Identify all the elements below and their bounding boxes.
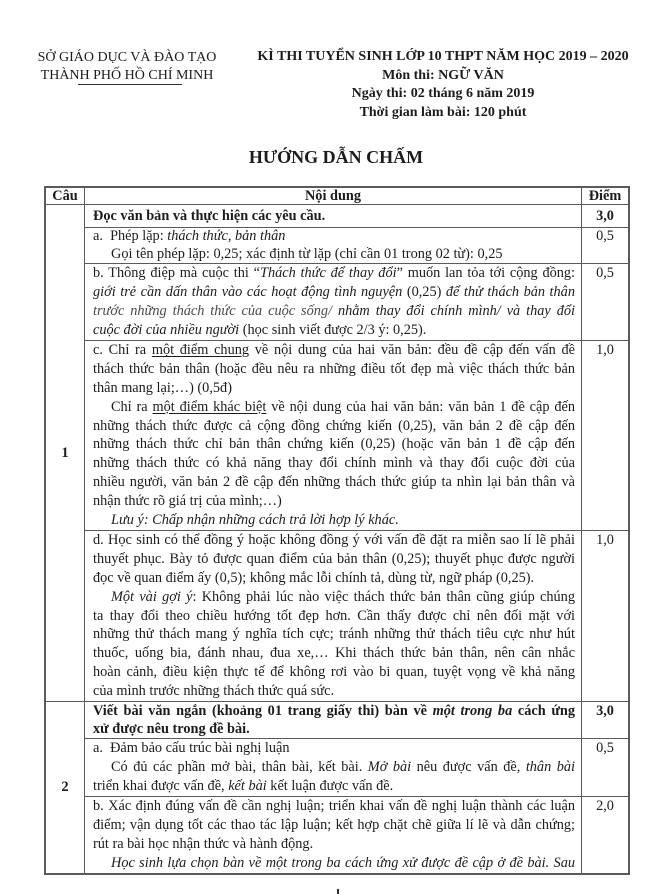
text-line [93,360,575,379]
text-line [93,531,575,550]
text: a. Phép lặp: [93,228,168,244]
q2-title [85,702,581,738]
q1-item-c-content [85,341,581,530]
text: những thách thức chỉ bản thân chứng kiến (0,25) (hoặc văn bản 1 đề cập đến [93,436,575,453]
grading-table [44,186,630,875]
text: thách thức bản thân (hoặc đều nêu ra những điều tốt đẹp mà việc thách thức bản [93,360,575,377]
text: ” muốn lan tỏa tới cộng đồng: [396,265,575,281]
text-line [93,511,575,530]
exam-duration: Thời gian làm bài: 120 phút [359,104,527,120]
italic-text: nhằm thay đổi chính mình/ và thay đổi [337,302,575,319]
text: b. Xác định đúng vấn đề cần nghị luận; triển khai vấn đề nghị luận thành các luận [93,798,575,814]
column-header-content: Nội dung [85,188,581,204]
text-line [93,283,575,302]
text: rút ra bài học nhận thức và hành động. [93,835,314,852]
text: điểm; vận dụng tốt các thao tác lập luận; kết hợp chặt chẽ giữa lí lẽ và dẫn chứng; [93,816,575,833]
text: thân mang lại;…) (0,5đ) [93,379,232,396]
text: triển khai được vấn đề, [93,777,229,794]
text: (học sinh viết được 2/3 ý: 0,25). [239,321,427,338]
text: a. Đảm bảo cấu trúc bài nghị luận [93,740,290,756]
text: những thách thức có khả năng thay đổi chính mình và thay đổi cuộc đời của [93,455,575,472]
department-underline [78,84,182,85]
column-header-question: Câu [46,188,84,204]
text: về nội dung của hai văn bản: đều đề cập đến vấn đề [249,342,575,358]
text-line [93,454,575,473]
text-line [93,854,575,873]
italic-text: thách thức, bản thân [167,228,286,244]
text: của mình trước những thách thức quá sức. [93,683,335,700]
text-line [93,663,575,682]
text-line [93,435,575,454]
text: (0,25) [402,283,446,300]
text-line [93,264,575,283]
exam-info-block [243,48,643,122]
text-line [93,739,575,758]
text: : Không phải lúc nào việc thách thức bản thân cũng giúp chúng [192,588,575,605]
text: đọc về quan điểm ấy (0,5); không mắc lỗi chính tả, dùng từ, ngữ pháp (0,25). [93,569,535,586]
text: Có đủ các phần mở bài, thân bài, kết bài. [111,758,368,775]
q1-item-b-content [85,264,581,340]
text: những thử thách mang ý nghĩa tích cực; tránh những thử thách tiêu cực như hút [93,626,575,643]
text: những thách thức được cả cộng đồng chứng kiến (0,25), văn bản 2 đề cập đến [93,417,575,434]
text: hoàn cảnh, điều kiện thực tế để không rơi vào bi quan, tuyệt vọng về khả năng [93,664,575,681]
text-line [93,797,575,816]
q2-item-a-content [85,739,581,796]
exam-date: Ngày thi: 02 tháng 6 năm 2019 [351,86,535,101]
italic-text: Một vài gợi ý [111,588,193,605]
text: nêu được vấn đề, [411,758,526,775]
department-block [27,49,227,85]
exam-subject: Môn thi: NGỮ VĂN [382,67,504,83]
text-line [93,835,575,854]
text-line: Đọc văn bản và thực hiện các yêu cầu. [93,207,326,224]
q2-total-score: 3,0 [582,702,628,738]
italic-text: thân bài [525,758,575,775]
italic-text: giới trẻ cần dấn thân vào các hoạt động tình nguyện [93,283,403,300]
text-line [93,321,575,340]
text: kết luận được vấn đề. [266,777,394,794]
italic-text: cuộc đời của nhiều người [93,321,240,338]
exam-title: KÌ THI TUYỂN SINH LỚP 10 THPT NĂM HỌC 2019 – 2020 [257,49,629,64]
q1-title [85,205,581,227]
text-line [93,625,575,644]
q2-item-b-content [85,797,581,873]
q1-item-d-score: 1,0 [582,531,628,701]
bold-text: cách ứng [512,703,575,719]
text-line [93,379,575,398]
q2-item-b-score: 2,0 [582,797,628,873]
text-line [93,644,575,663]
text-line [93,682,575,701]
italic-text: để thử thách bản thân [445,283,575,300]
text: c. Chỉ ra [93,342,152,358]
text-line [93,569,575,588]
text: thuyết phục. Bày tỏ được quan điểm của bản thân (0,25); thuyết phục được người [93,550,575,567]
text-line [93,302,575,321]
underlined-text: một điểm chung [151,342,250,358]
text: d. Học sinh có thể đồng ý hoặc không đồng ý với vấn đề đặt ra miễn sao lí lẽ phải [93,532,575,548]
q2-item-a-score: 0,5 [582,739,628,796]
text-line [93,492,575,511]
q1-item-a-score: 0,5 [582,228,628,263]
text-line [93,720,575,738]
text-line [93,228,575,246]
question-number-2: 2 [46,702,84,873]
text: về nội dung của hai văn bản: văn bản 1 đề cập đến [266,398,575,415]
italic-text: Thách thức để thay đổi [260,265,397,281]
text-line [93,607,575,626]
underlined-text: một điểm khác biệt [152,398,267,415]
text-line [93,473,575,492]
text-line [93,588,575,607]
bold-text: Viết bài văn ngắn (khoảng 01 trang giấy thi) bàn về [93,703,433,719]
q1-item-c-score: 1,0 [582,341,628,530]
text: thuốc, uống bia, đánh nhau, đua xe,… Khi thách thức bản thân, nên cân nhắc [93,645,575,662]
bold-text: xử được nêu trong đề bài. [93,721,250,737]
document-title: HƯỚNG DẪN CHẤM [248,147,424,167]
note-text: Lưu ý: Chấp nhận những cách trả lời hợp lý khác. [111,512,399,529]
italic-text: Mở bài [367,758,412,775]
department-line-1: SỞ GIÁO DỤC VÀ ĐÀO TẠO [37,50,217,65]
text-line [93,816,575,835]
text-line [93,246,575,264]
q1-item-a-content [85,228,581,263]
text-line [93,417,575,436]
text: nhận thức rõ giá trị của mình;…) [93,493,282,510]
text: Gọi tên phép lặp: 0,25; xác định từ lặp (chỉ cần 01 trong 02 từ): 0,25 [111,245,503,262]
column-header-score: Điểm [582,188,628,204]
text: Chỉ ra [111,398,153,415]
italic-text: Học sinh lựa chọn bàn về một trong ba cách ứng xử được đề cập ở đề bài. Sau [111,854,575,871]
text-line [93,341,575,360]
text-line [93,702,575,720]
question-number-1: 1 [46,205,84,701]
italic-text: kết bài [228,777,267,794]
text-line [93,777,575,796]
department-line-2: THÀNH PHỐ HỒ CHÍ MINH [40,68,214,83]
page-number-fragment [337,889,339,894]
q1-total-score: 3,0 [582,205,628,227]
text-line [93,758,575,777]
text: b. Thông điệp mà cuộc thi “ [93,265,261,281]
italic-text: trước những thách thức của cuộc sống/ [93,302,338,319]
bold-italic-text: một trong ba [432,703,513,719]
text-line [93,550,575,569]
text: ta thay đổi theo chiều hướng tốt đẹp hơn. Cần thấy được chỉ nên đối mặt với [93,607,575,624]
text: nhiều người, văn bản 2 đề cập đến những thách thức giúp ta nhìn lại bản thân và [93,474,575,491]
q1-item-d-content [85,531,581,701]
text-line [93,398,575,417]
q1-item-b-score: 0,5 [582,264,628,340]
